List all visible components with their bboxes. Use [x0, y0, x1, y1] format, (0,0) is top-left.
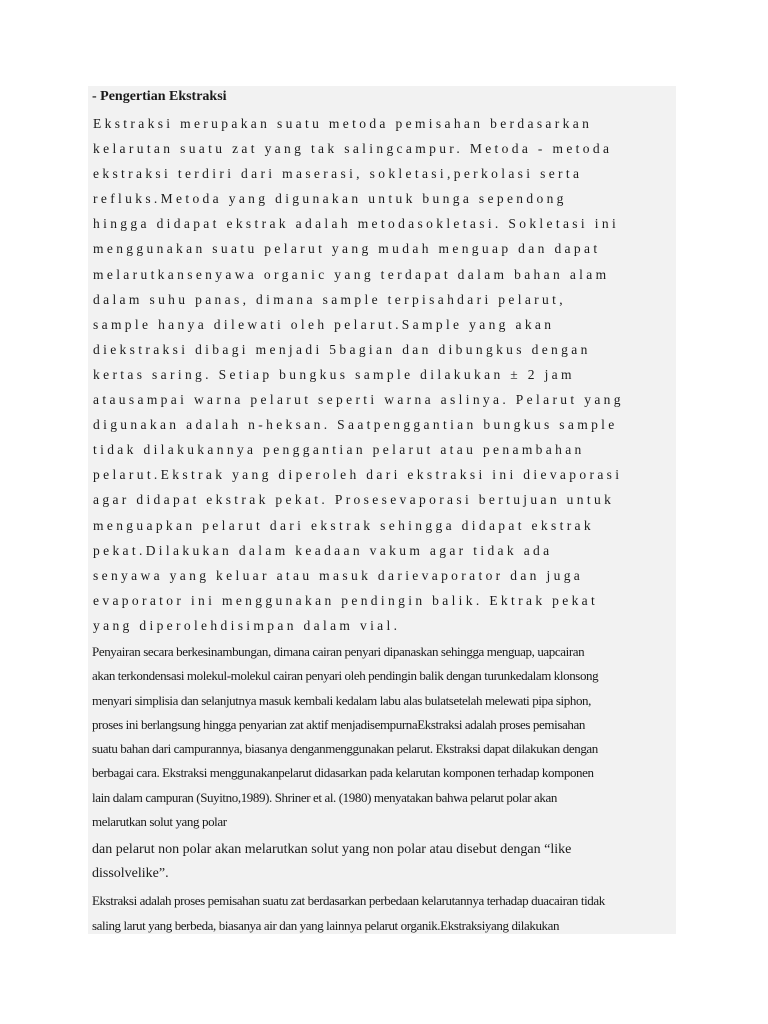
text-line: melarutkansenyawa organic yang terdapat dalam bahan alam — [93, 266, 610, 282]
text-line: dalam suhu panas, dimana sample terpisahdari pelarut, — [93, 291, 566, 307]
paragraph-normal — [92, 838, 676, 886]
text-line: berbagai cara. Ekstraksi menggunakanpelarut didasarkan pada kelarutan komponen terhadap komponen — [92, 765, 594, 781]
text-line: kertas saring. Setiap bungkus sample dilakukan ± 2 jam — [93, 366, 575, 382]
text-line: yang diperolehdisimpan dalam vial. — [93, 617, 401, 633]
text-line: ekstraksi terdiri dari maserasi, sokletasi,perkolasi serta — [93, 166, 583, 182]
text-line: menggunakan suatu pelarut yang mudah menguap dan dapat — [93, 241, 601, 257]
text-line: melarutkan solut yang polar — [92, 814, 227, 830]
paragraph-spaced — [93, 111, 678, 638]
paragraph-dense-2 — [92, 889, 676, 938]
text-line: menyari simplisia dan selanjutnya masuk kembali kedalam labu alas bulatsetelah melewati pipa siphon, — [92, 692, 591, 708]
text-line: senyawa yang keluar atau masuk darievaporator dan juga — [93, 567, 584, 583]
text-line: Ekstraksi adalah proses pemisahan suatu zat berdasarkan perbedaan kelarutannya terhadap duacairan tidak — [92, 893, 605, 908]
text-line: akan terkondensasi molekul-molekul cairan penyari oleh pendingin balik dengan turunkedalam klonsong — [92, 668, 599, 684]
text-line: pekat.Dilakukan dalam keadaan vakum agar tidak ada — [93, 542, 553, 558]
text-line: dan pelarut non polar akan melarutkan solut yang non polar atau disebut dengan “like — [92, 842, 572, 857]
text-line: agar didapat ekstrak pekat. Prosesevaporasi bertujuan untuk — [93, 492, 615, 508]
text-line: evaporator ini menggunakan pendingin balik. Ektrak pekat — [93, 592, 599, 608]
text-line: refluks.Metoda yang digunakan untuk bunga sependong — [93, 191, 567, 207]
text-line: saling larut yang berbeda, biasanya air dan yang lainnya pelarut organik.Ekstraksiyang dilakukan — [92, 917, 560, 933]
text-line: menguapkan pelarut dari ekstrak sehingga didapat ekstrak — [93, 517, 594, 533]
text-line: pelarut.Ekstrak yang diperoleh dari ekstraksi ini dievaporasi — [93, 467, 623, 483]
paragraph-dense — [92, 640, 676, 834]
text-line: lain dalam campuran (Suyitno,1989). Shriner et al. (1980) menyatakan bahwa pelarut polar akan — [92, 789, 557, 805]
text-line: tidak dilakukannya penggantian pelarut atau penambahan — [93, 442, 585, 458]
text-line: Ekstraksi merupakan suatu metoda pemisahan berdasarkan — [93, 116, 593, 131]
text-line: diekstraksi dibagi menjadi 5bagian dan dibungkus dengan — [93, 341, 591, 357]
text-line: dissolvelike”. — [92, 866, 169, 881]
text-line: suatu bahan dari campurannya, biasanya denganmenggunakan pelarut. Ekstraksi dapat dilakukan dengan — [92, 741, 598, 757]
text-line: hingga didapat ekstrak adalah metodasokletasi. Sokletasi ini — [93, 216, 620, 232]
text-line: digunakan adalah n-heksan. Saatpenggantian bungkus sample — [93, 417, 618, 433]
text-line: atausampai warna pelarut seperti warna aslinya. Pelarut yang — [93, 392, 624, 408]
text-line: Penyairan secara berkesinambungan, dimana cairan penyari dipanaskan sehingga menguap, uapcairan — [92, 644, 585, 659]
text-line: sample hanya dilewati oleh pelarut.Sample yang akan — [93, 316, 555, 332]
text-line: kelarutan suatu zat yang tak salingcampur. Metoda - metoda — [93, 141, 613, 157]
section-heading: - Pengertian Ekstraksi — [92, 89, 227, 104]
text-line: proses ini berlangsung hingga penyarian zat aktif menjadisempurnaEkstraksi adalah proses pemisahan — [92, 716, 585, 732]
